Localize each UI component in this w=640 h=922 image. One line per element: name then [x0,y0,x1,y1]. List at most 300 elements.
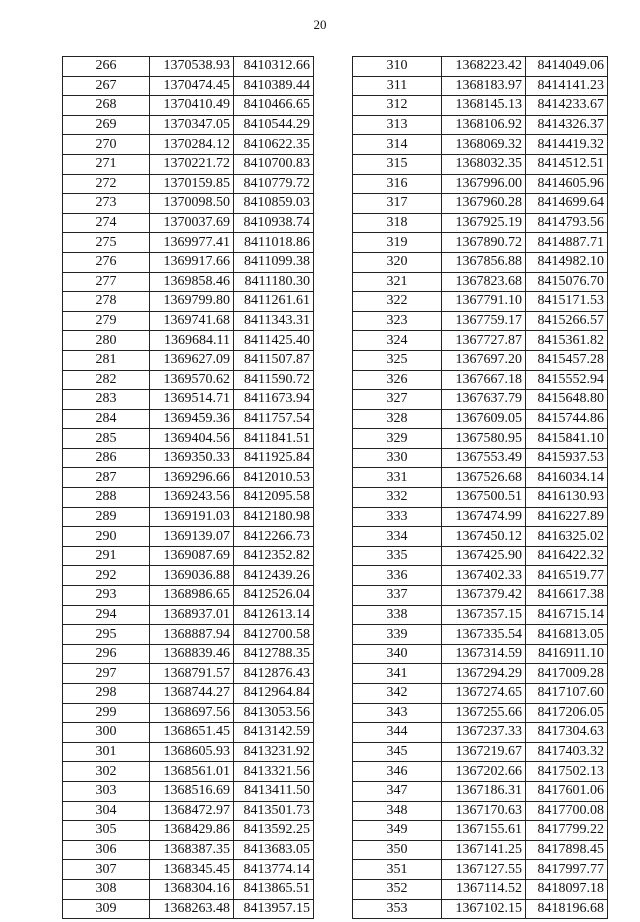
x-coordinate-cell: 1367402.33 [442,566,526,586]
point-number-cell: 288 [63,488,150,508]
table-row [63,507,314,527]
x-coordinate-cell: 1368304.16 [150,879,234,899]
y-coordinate-cell: 8410312.66 [234,57,314,77]
point-number-cell: 280 [63,331,150,351]
y-coordinate-cell: 8412788.35 [234,644,314,664]
y-coordinate-cell: 8414793.56 [526,213,608,233]
table-row [63,213,314,233]
table-row [353,96,608,116]
x-coordinate-cell: 1368069.32 [442,135,526,155]
x-coordinate-cell: 1368986.65 [150,586,234,606]
table-row [353,350,608,370]
table-row [353,311,608,331]
x-coordinate-cell: 1370474.45 [150,76,234,96]
x-coordinate-cell: 1369627.09 [150,350,234,370]
point-number-cell: 297 [63,664,150,684]
y-coordinate-cell: 8411925.84 [234,448,314,468]
x-coordinate-cell: 1369350.33 [150,448,234,468]
y-coordinate-cell: 8417206.05 [526,703,608,723]
point-number-cell: 281 [63,350,150,370]
point-number-cell: 303 [63,781,150,801]
point-number-cell: 290 [63,527,150,547]
y-coordinate-cell: 8416813.05 [526,625,608,645]
table-row [63,135,314,155]
x-coordinate-cell: 1368106.92 [442,115,526,135]
x-coordinate-cell: 1367237.33 [442,723,526,743]
y-coordinate-cell: 8416130.93 [526,488,608,508]
point-number-cell: 266 [63,57,150,77]
y-coordinate-cell: 8412613.14 [234,605,314,625]
y-coordinate-cell: 8413865.51 [234,879,314,899]
point-number-cell: 292 [63,566,150,586]
x-coordinate-cell: 1367553.49 [442,448,526,468]
y-coordinate-cell: 8416617.38 [526,586,608,606]
x-coordinate-cell: 1369741.68 [150,311,234,331]
point-number-cell: 295 [63,625,150,645]
point-number-cell: 319 [353,233,442,253]
x-coordinate-cell: 1370410.49 [150,96,234,116]
table-row [353,331,608,351]
y-coordinate-cell: 8413774.14 [234,860,314,880]
y-coordinate-cell: 8412964.84 [234,684,314,704]
y-coordinate-cell: 8414887.71 [526,233,608,253]
x-coordinate-cell: 1367759.17 [442,311,526,331]
x-coordinate-cell: 1367155.61 [442,821,526,841]
y-coordinate-cell: 8411261.61 [234,292,314,312]
point-number-cell: 339 [353,625,442,645]
x-coordinate-cell: 1368561.01 [150,762,234,782]
y-coordinate-cell: 8413957.15 [234,899,314,919]
table-row [353,879,608,899]
point-number-cell: 306 [63,840,150,860]
point-number-cell: 274 [63,213,150,233]
y-coordinate-cell: 8410859.03 [234,194,314,214]
x-coordinate-cell: 1369036.88 [150,566,234,586]
y-coordinate-cell: 8413321.56 [234,762,314,782]
x-coordinate-cell: 1367127.55 [442,860,526,880]
table-row [63,370,314,390]
table-row [63,311,314,331]
y-coordinate-cell: 8416325.02 [526,527,608,547]
x-coordinate-cell: 1369191.03 [150,507,234,527]
table-row [63,390,314,410]
x-coordinate-cell: 1367667.18 [442,370,526,390]
table-row [63,76,314,96]
table-row [353,233,608,253]
point-number-cell: 333 [353,507,442,527]
table-row [63,664,314,684]
point-number-cell: 342 [353,684,442,704]
y-coordinate-cell: 8414233.67 [526,96,608,116]
point-number-cell: 314 [353,135,442,155]
x-coordinate-cell: 1367697.20 [442,350,526,370]
x-coordinate-cell: 1367791.10 [442,292,526,312]
point-number-cell: 307 [63,860,150,880]
table-row [63,272,314,292]
point-number-cell: 353 [353,899,442,919]
point-number-cell: 304 [63,801,150,821]
y-coordinate-cell: 8411507.87 [234,350,314,370]
x-coordinate-cell: 1369404.56 [150,429,234,449]
y-coordinate-cell: 8417107.60 [526,684,608,704]
x-coordinate-cell: 1367170.63 [442,801,526,821]
y-coordinate-cell: 8417304.63 [526,723,608,743]
y-coordinate-cell: 8417700.08 [526,801,608,821]
x-coordinate-cell: 1367274.65 [442,684,526,704]
table-row [353,546,608,566]
table-row [63,723,314,743]
x-coordinate-cell: 1368472.97 [150,801,234,821]
y-coordinate-cell: 8415171.53 [526,292,608,312]
coordinates-table-right-body [353,57,608,919]
table-row [63,448,314,468]
x-coordinate-cell: 1367474.99 [442,507,526,527]
x-coordinate-cell: 1367960.28 [442,194,526,214]
table-row [353,899,608,919]
point-number-cell: 341 [353,664,442,684]
point-number-cell: 327 [353,390,442,410]
table-row [63,684,314,704]
y-coordinate-cell: 8410389.44 [234,76,314,96]
point-number-cell: 318 [353,213,442,233]
point-number-cell: 338 [353,605,442,625]
table-row [353,840,608,860]
point-number-cell: 325 [353,350,442,370]
point-number-cell: 305 [63,821,150,841]
point-number-cell: 343 [353,703,442,723]
x-coordinate-cell: 1367609.05 [442,409,526,429]
table-row [353,390,608,410]
x-coordinate-cell: 1368387.35 [150,840,234,860]
table-row [353,821,608,841]
y-coordinate-cell: 8412266.73 [234,527,314,547]
x-coordinate-cell: 1369514.71 [150,390,234,410]
point-number-cell: 334 [353,527,442,547]
y-coordinate-cell: 8414326.37 [526,115,608,135]
x-coordinate-cell: 1368429.86 [150,821,234,841]
table-row [353,625,608,645]
x-coordinate-cell: 1368937.01 [150,605,234,625]
point-number-cell: 350 [353,840,442,860]
y-coordinate-cell: 8417502.13 [526,762,608,782]
x-coordinate-cell: 1367357.15 [442,605,526,625]
table-row [63,546,314,566]
table-row [63,586,314,606]
y-coordinate-cell: 8412700.58 [234,625,314,645]
point-number-cell: 323 [353,311,442,331]
point-number-cell: 310 [353,57,442,77]
table-row [353,527,608,547]
table-row [63,174,314,194]
y-coordinate-cell: 8417997.77 [526,860,608,880]
point-number-cell: 316 [353,174,442,194]
x-coordinate-cell: 1367450.12 [442,527,526,547]
x-coordinate-cell: 1367186.31 [442,781,526,801]
point-number-cell: 286 [63,448,150,468]
x-coordinate-cell: 1368839.46 [150,644,234,664]
point-number-cell: 271 [63,154,150,174]
y-coordinate-cell: 8411590.72 [234,370,314,390]
point-number-cell: 321 [353,272,442,292]
y-coordinate-cell: 8414049.06 [526,57,608,77]
x-coordinate-cell: 1369087.69 [150,546,234,566]
table-row [353,57,608,77]
table-row [63,96,314,116]
table-row [63,488,314,508]
table-row [353,370,608,390]
point-number-cell: 296 [63,644,150,664]
y-coordinate-cell: 8411343.31 [234,311,314,331]
y-coordinate-cell: 8410779.72 [234,174,314,194]
y-coordinate-cell: 8415457.28 [526,350,608,370]
y-coordinate-cell: 8411018.86 [234,233,314,253]
table-row [63,331,314,351]
table-row [63,703,314,723]
x-coordinate-cell: 1368651.45 [150,723,234,743]
table-row [353,781,608,801]
point-number-cell: 284 [63,409,150,429]
point-number-cell: 349 [353,821,442,841]
x-coordinate-cell: 1367890.72 [442,233,526,253]
point-number-cell: 299 [63,703,150,723]
table-row [353,429,608,449]
table-row [353,684,608,704]
table-row [353,448,608,468]
x-coordinate-cell: 1368516.69 [150,781,234,801]
y-coordinate-cell: 8418196.68 [526,899,608,919]
table-row [353,723,608,743]
x-coordinate-cell: 1368744.27 [150,684,234,704]
point-number-cell: 278 [63,292,150,312]
y-coordinate-cell: 8411099.38 [234,252,314,272]
table-row [63,115,314,135]
point-number-cell: 312 [353,96,442,116]
point-number-cell: 285 [63,429,150,449]
point-number-cell: 300 [63,723,150,743]
x-coordinate-cell: 1368032.35 [442,154,526,174]
point-number-cell: 317 [353,194,442,214]
point-number-cell: 283 [63,390,150,410]
y-coordinate-cell: 8416034.14 [526,468,608,488]
x-coordinate-cell: 1367219.67 [442,742,526,762]
y-coordinate-cell: 8411673.94 [234,390,314,410]
y-coordinate-cell: 8415937.53 [526,448,608,468]
table-row [63,899,314,919]
point-number-cell: 309 [63,899,150,919]
y-coordinate-cell: 8414419.32 [526,135,608,155]
page-number: 20 [313,17,327,32]
x-coordinate-cell: 1370037.69 [150,213,234,233]
table-row [353,762,608,782]
table-row [353,272,608,292]
x-coordinate-cell: 1367580.95 [442,429,526,449]
point-number-cell: 328 [353,409,442,429]
point-number-cell: 302 [63,762,150,782]
y-coordinate-cell: 8417403.32 [526,742,608,762]
table-row [63,762,314,782]
y-coordinate-cell: 8415744.86 [526,409,608,429]
x-coordinate-cell: 1367856.88 [442,252,526,272]
x-coordinate-cell: 1368887.94 [150,625,234,645]
y-coordinate-cell: 8412439.26 [234,566,314,586]
point-number-cell: 275 [63,233,150,253]
table-row [63,468,314,488]
point-number-cell: 324 [353,331,442,351]
x-coordinate-cell: 1367379.42 [442,586,526,606]
table-row [63,879,314,899]
x-coordinate-cell: 1367255.66 [442,703,526,723]
point-number-cell: 270 [63,135,150,155]
y-coordinate-cell: 8410700.83 [234,154,314,174]
table-row [63,742,314,762]
table-row [353,703,608,723]
table-row [63,154,314,174]
point-number-cell: 335 [353,546,442,566]
x-coordinate-cell: 1369459.36 [150,409,234,429]
y-coordinate-cell: 8416911.10 [526,644,608,664]
point-number-cell: 269 [63,115,150,135]
point-number-cell: 348 [353,801,442,821]
y-coordinate-cell: 8414699.64 [526,194,608,214]
x-coordinate-cell: 1368223.42 [442,57,526,77]
table-row [353,213,608,233]
point-number-cell: 311 [353,76,442,96]
table-row [353,252,608,272]
point-number-cell: 322 [353,292,442,312]
x-coordinate-cell: 1367102.15 [442,899,526,919]
x-coordinate-cell: 1368345.45 [150,860,234,880]
y-coordinate-cell: 8413411.50 [234,781,314,801]
y-coordinate-cell: 8415648.80 [526,390,608,410]
y-coordinate-cell: 8413501.73 [234,801,314,821]
y-coordinate-cell: 8410466.65 [234,96,314,116]
x-coordinate-cell: 1370284.12 [150,135,234,155]
point-number-cell: 268 [63,96,150,116]
x-coordinate-cell: 1367425.90 [442,546,526,566]
y-coordinate-cell: 8410938.74 [234,213,314,233]
y-coordinate-cell: 8414982.10 [526,252,608,272]
table-row [63,625,314,645]
y-coordinate-cell: 8414512.51 [526,154,608,174]
x-coordinate-cell: 1367637.79 [442,390,526,410]
table-row [63,840,314,860]
x-coordinate-cell: 1368605.93 [150,742,234,762]
table-row [63,429,314,449]
table-row [63,409,314,429]
point-number-cell: 330 [353,448,442,468]
x-coordinate-cell: 1367114.52 [442,879,526,899]
y-coordinate-cell: 8417601.06 [526,781,608,801]
y-coordinate-cell: 8410544.29 [234,115,314,135]
table-row [353,468,608,488]
y-coordinate-cell: 8418097.18 [526,879,608,899]
x-coordinate-cell: 1367500.51 [442,488,526,508]
point-number-cell: 344 [353,723,442,743]
point-number-cell: 352 [353,879,442,899]
point-number-cell: 329 [353,429,442,449]
x-coordinate-cell: 1368263.48 [150,899,234,919]
point-number-cell: 337 [353,586,442,606]
table-row [353,76,608,96]
y-coordinate-cell: 8414605.96 [526,174,608,194]
point-number-cell: 282 [63,370,150,390]
x-coordinate-cell: 1369977.41 [150,233,234,253]
x-coordinate-cell: 1367526.68 [442,468,526,488]
table-row [353,154,608,174]
x-coordinate-cell: 1367823.68 [442,272,526,292]
point-number-cell: 320 [353,252,442,272]
point-number-cell: 267 [63,76,150,96]
x-coordinate-cell: 1370538.93 [150,57,234,77]
point-number-cell: 272 [63,174,150,194]
x-coordinate-cell: 1369858.46 [150,272,234,292]
point-number-cell: 298 [63,684,150,704]
y-coordinate-cell: 8415076.70 [526,272,608,292]
x-coordinate-cell: 1367925.19 [442,213,526,233]
x-coordinate-cell: 1370159.85 [150,174,234,194]
x-coordinate-cell: 1370221.72 [150,154,234,174]
y-coordinate-cell: 8412180.98 [234,507,314,527]
table-row [353,174,608,194]
x-coordinate-cell: 1367141.25 [442,840,526,860]
table-row [353,644,608,664]
y-coordinate-cell: 8415841.10 [526,429,608,449]
point-number-cell: 336 [353,566,442,586]
point-number-cell: 279 [63,311,150,331]
table-row [63,252,314,272]
table-row [353,860,608,880]
x-coordinate-cell: 1368791.57 [150,664,234,684]
x-coordinate-cell: 1367335.54 [442,625,526,645]
table-row [63,566,314,586]
point-number-cell: 308 [63,879,150,899]
y-coordinate-cell: 8413142.59 [234,723,314,743]
y-coordinate-cell: 8412876.43 [234,664,314,684]
table-row [353,586,608,606]
table-row [63,644,314,664]
point-number-cell: 289 [63,507,150,527]
x-coordinate-cell: 1369296.66 [150,468,234,488]
point-number-cell: 332 [353,488,442,508]
x-coordinate-cell: 1369243.56 [150,488,234,508]
y-coordinate-cell: 8412352.82 [234,546,314,566]
x-coordinate-cell: 1367314.59 [442,644,526,664]
point-number-cell: 313 [353,115,442,135]
x-coordinate-cell: 1367727.87 [442,331,526,351]
y-coordinate-cell: 8410622.35 [234,135,314,155]
y-coordinate-cell: 8416227.89 [526,507,608,527]
table-row [63,781,314,801]
x-coordinate-cell: 1369570.62 [150,370,234,390]
y-coordinate-cell: 8413592.25 [234,821,314,841]
table-row [353,292,608,312]
point-number-cell: 301 [63,742,150,762]
point-number-cell: 345 [353,742,442,762]
x-coordinate-cell: 1368183.97 [442,76,526,96]
y-coordinate-cell: 8415361.82 [526,331,608,351]
x-coordinate-cell: 1370347.05 [150,115,234,135]
x-coordinate-cell: 1369684.11 [150,331,234,351]
table-row [63,233,314,253]
y-coordinate-cell: 8412095.58 [234,488,314,508]
table-row [63,350,314,370]
y-coordinate-cell: 8417898.45 [526,840,608,860]
y-coordinate-cell: 8417009.28 [526,664,608,684]
table-row [353,194,608,214]
table-row [63,194,314,214]
x-coordinate-cell: 1368697.56 [150,703,234,723]
table-row [63,292,314,312]
